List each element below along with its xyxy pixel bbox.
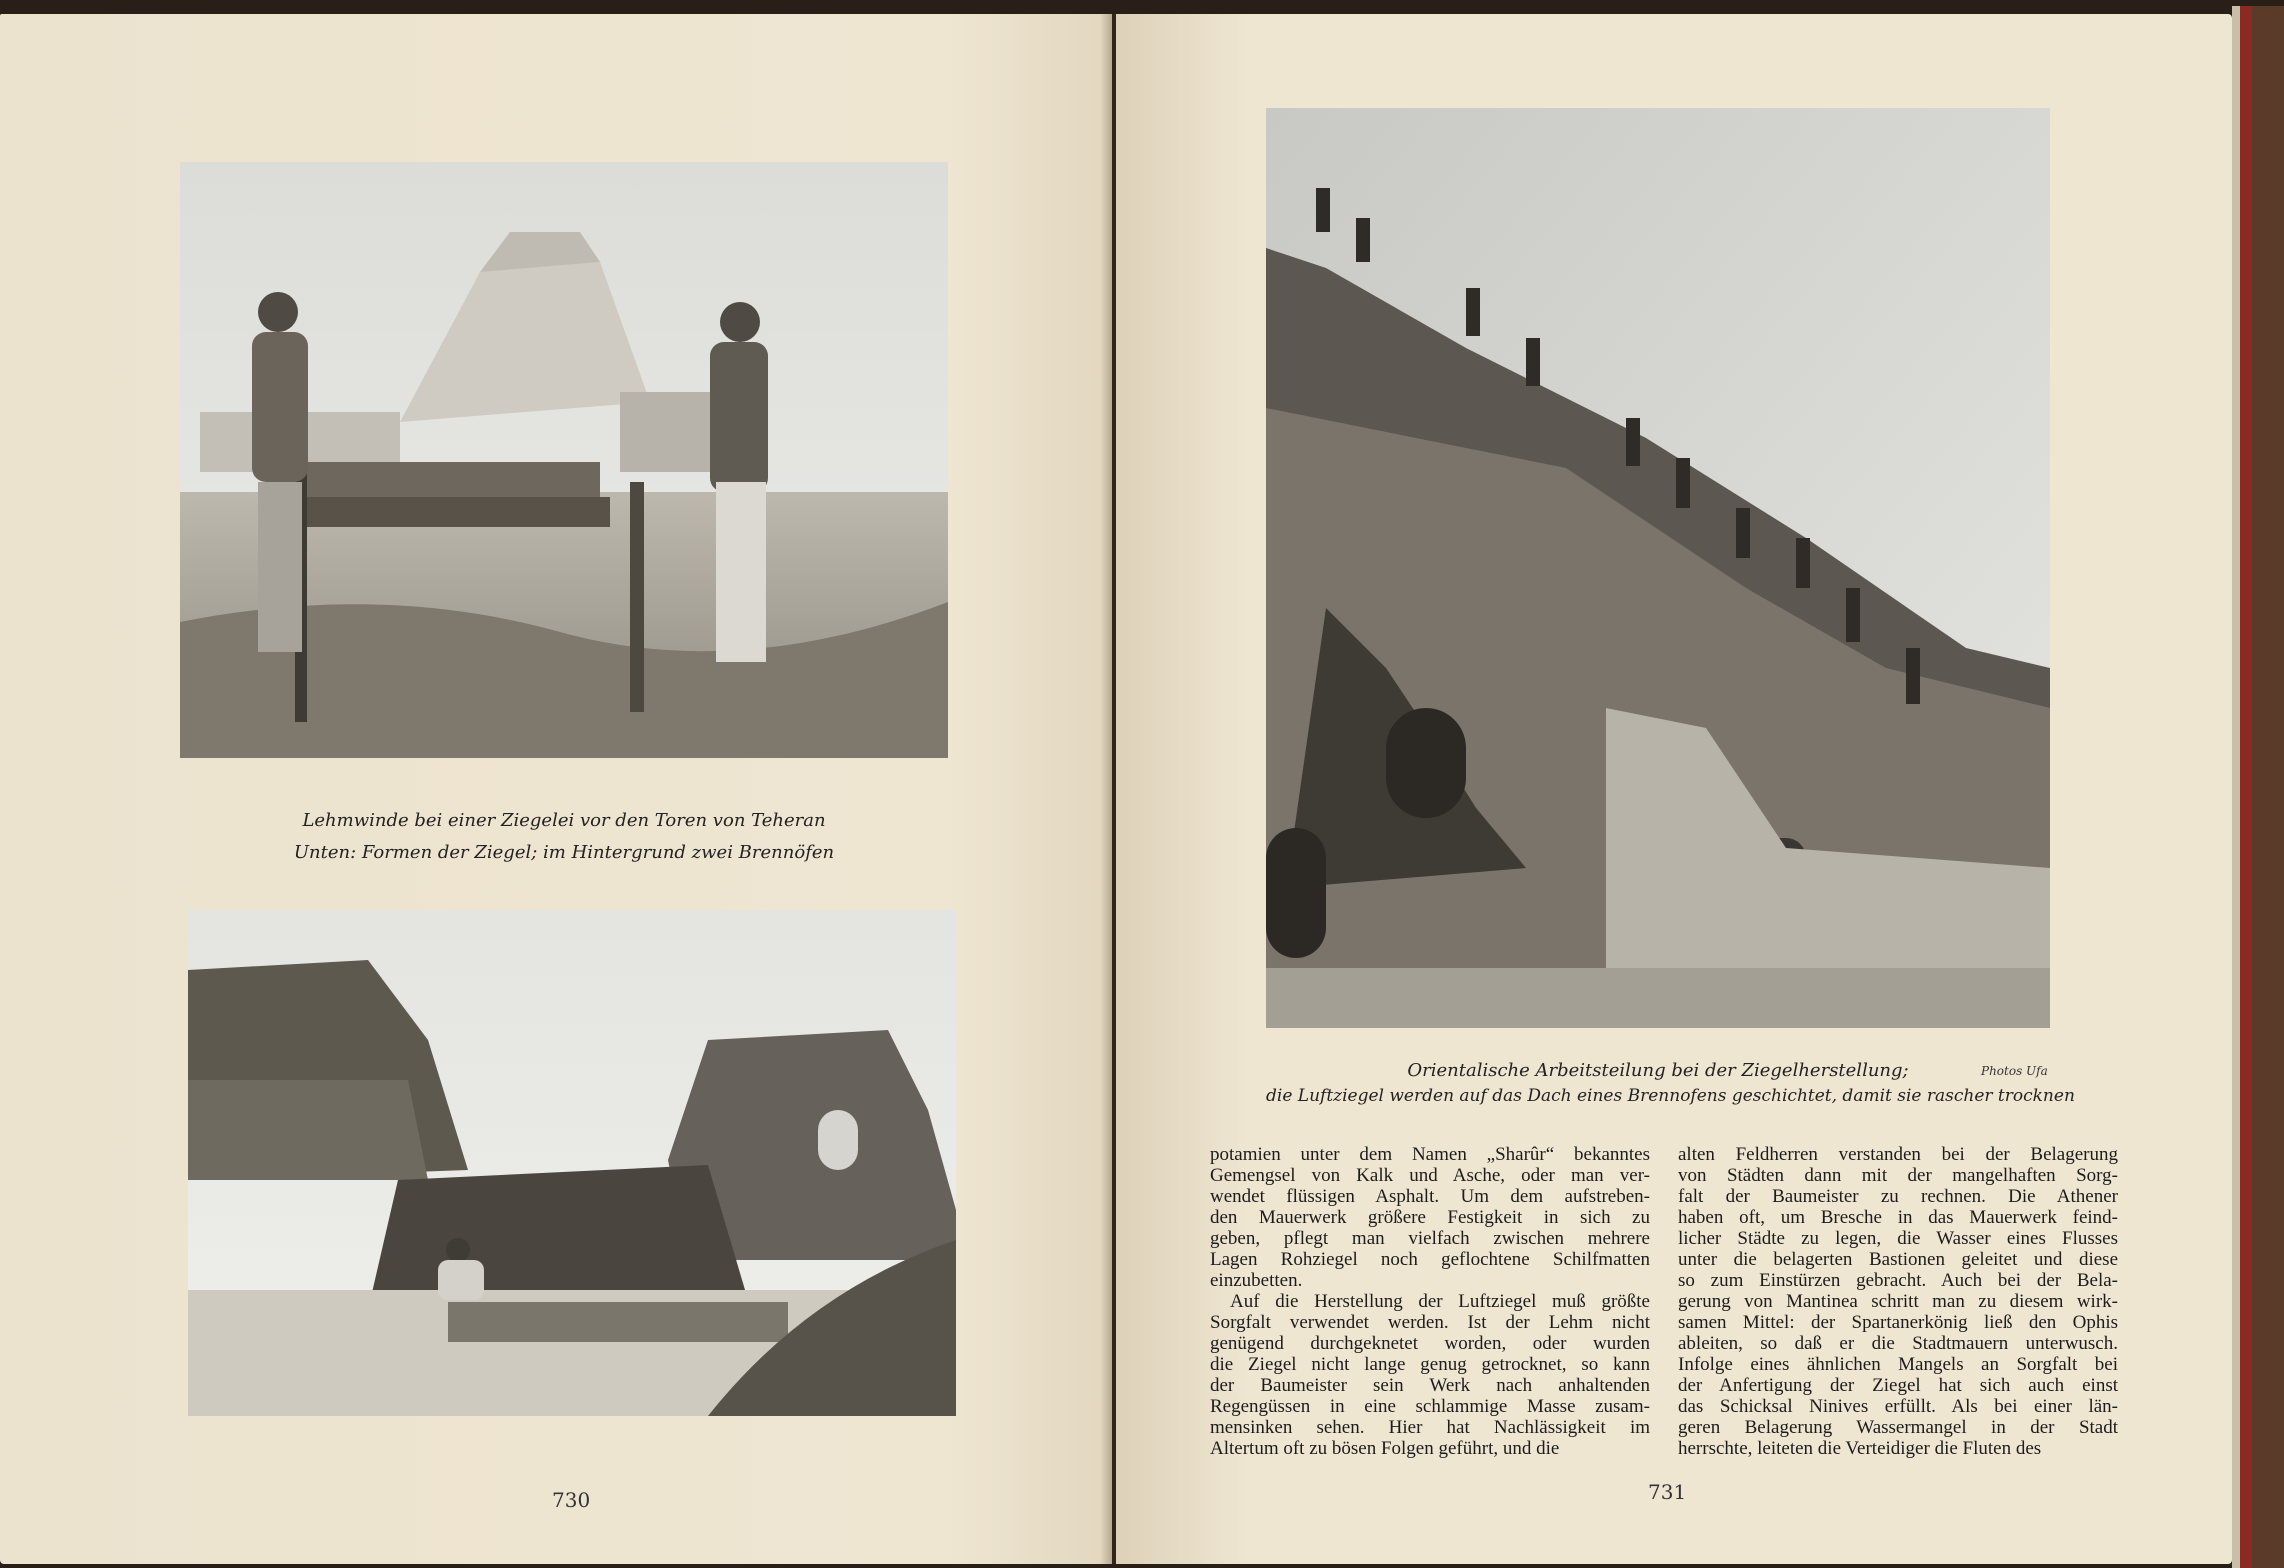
- text-line: potamien unter dem Namen „Sharûr“ bekanntes: [1210, 1144, 1650, 1165]
- text-line: die Ziegel nicht lange genug getrocknet, so kann: [1210, 1354, 1650, 1375]
- text-line: Regengüssen in eine schlammige Masse zusam-: [1210, 1396, 1650, 1417]
- body-text-column-left: [1210, 1144, 1650, 1459]
- right-page: [1116, 14, 2232, 1564]
- left-page: [0, 14, 1112, 1564]
- photo-caption-top: Lehmwinde bei einer Ziegelei vor den Toren von Teheran: [302, 810, 826, 831]
- text-line: alten Feldherren verstanden bei der Belagerung: [1678, 1144, 2118, 1165]
- text-line: licher Städte zu legen, die Wasser eines Flusses: [1678, 1228, 2118, 1249]
- photo-caption-bottom-ref: Unten: Formen der Ziegel; im Hintergrund zwei Brennöfen: [293, 842, 835, 863]
- text-line: Altertum oft zu bösen Folgen geführt, und die: [1210, 1438, 1560, 1459]
- book-cover-edge: [2232, 6, 2284, 1568]
- photo-kiln-workers: [1266, 108, 2050, 1028]
- text-line: Sorgfalt verwendet werden. Ist der Lehm nicht: [1210, 1312, 1650, 1333]
- body-text-column-right: [1678, 1144, 2118, 1459]
- text-line: Auf die Herstellung der Luftziegel muß größte: [1230, 1291, 1650, 1312]
- text-line: von Städten dann mit der mangelhaften Sorg-: [1678, 1165, 2118, 1186]
- photo-clay-winch: [180, 162, 948, 758]
- text-line: so zum Einstürzen gebracht. Auch bei der Bela-: [1678, 1270, 2118, 1291]
- text-line: haben oft, um Bresche in das Mauerwerk feind-: [1678, 1207, 2118, 1228]
- text-line: das Schicksal Ninives erfüllt. Als bei einer län-: [1678, 1396, 2118, 1417]
- text-line: falt der Baumeister zu rechnen. Die Athener: [1678, 1186, 2118, 1207]
- text-line: geben, pflegt man vielfach zwischen mehrere: [1210, 1228, 1650, 1249]
- text-line: genügend durchgeknetet worden, oder wurden: [1210, 1333, 1650, 1354]
- photo-credit: Photos Ufa: [1981, 1064, 2048, 1078]
- text-line: mensinken sehen. Hier hat Nachlässigkeit im: [1210, 1417, 1650, 1438]
- text-line: samen Mittel: der Spartanerkönig ließ den Ophis: [1678, 1312, 2118, 1333]
- text-line: Infolge eines ähnlichen Mangels an Sorgfalt bei: [1678, 1354, 2118, 1375]
- text-line: herrschte, leiteten die Verteidiger die Fluten des: [1678, 1438, 2042, 1459]
- text-line: der Anfertigung der Ziegel hat sich auch einst: [1678, 1375, 2118, 1396]
- text-line: Gemengsel von Kalk und Asche, oder man ver-: [1210, 1165, 1650, 1186]
- photo-caption-line2: die Luftziegel werden auf das Dach eines Brennofens geschichtet, damit sie rascher trocknen: [1266, 1086, 2075, 1106]
- photo-caption-line1: Orientalische Arbeitsteilung bei der Ziegelherstellung;: [1407, 1060, 1909, 1081]
- text-line: unter die belagerten Bastionen geleitet und diese: [1678, 1249, 2118, 1270]
- photo-brick-forming: [188, 910, 956, 1416]
- text-line: Lagen Rohziegel noch geflochtene Schilfmatten: [1210, 1249, 1650, 1270]
- page-number-right: 731: [1648, 1480, 1687, 1504]
- text-line: der Baumeister sein Werk nach anhaltenden: [1210, 1375, 1650, 1396]
- text-line: geren Belagerung Wassermangel in der Stadt: [1678, 1417, 2118, 1438]
- text-line: den Mauerwerk größere Festigkeit in sich zu: [1210, 1207, 1650, 1228]
- text-line: gerung von Mantinea schritt man zu diesem wirk-: [1678, 1291, 2118, 1312]
- page-number-left: 730: [552, 1488, 591, 1512]
- text-line: einzubetten.: [1210, 1270, 1303, 1291]
- text-line: ableiten, so daß er die Stadtmauern unterwusch.: [1678, 1333, 2118, 1354]
- text-line: wendet flüssigen Asphalt. Um dem aufstreben-: [1210, 1186, 1650, 1207]
